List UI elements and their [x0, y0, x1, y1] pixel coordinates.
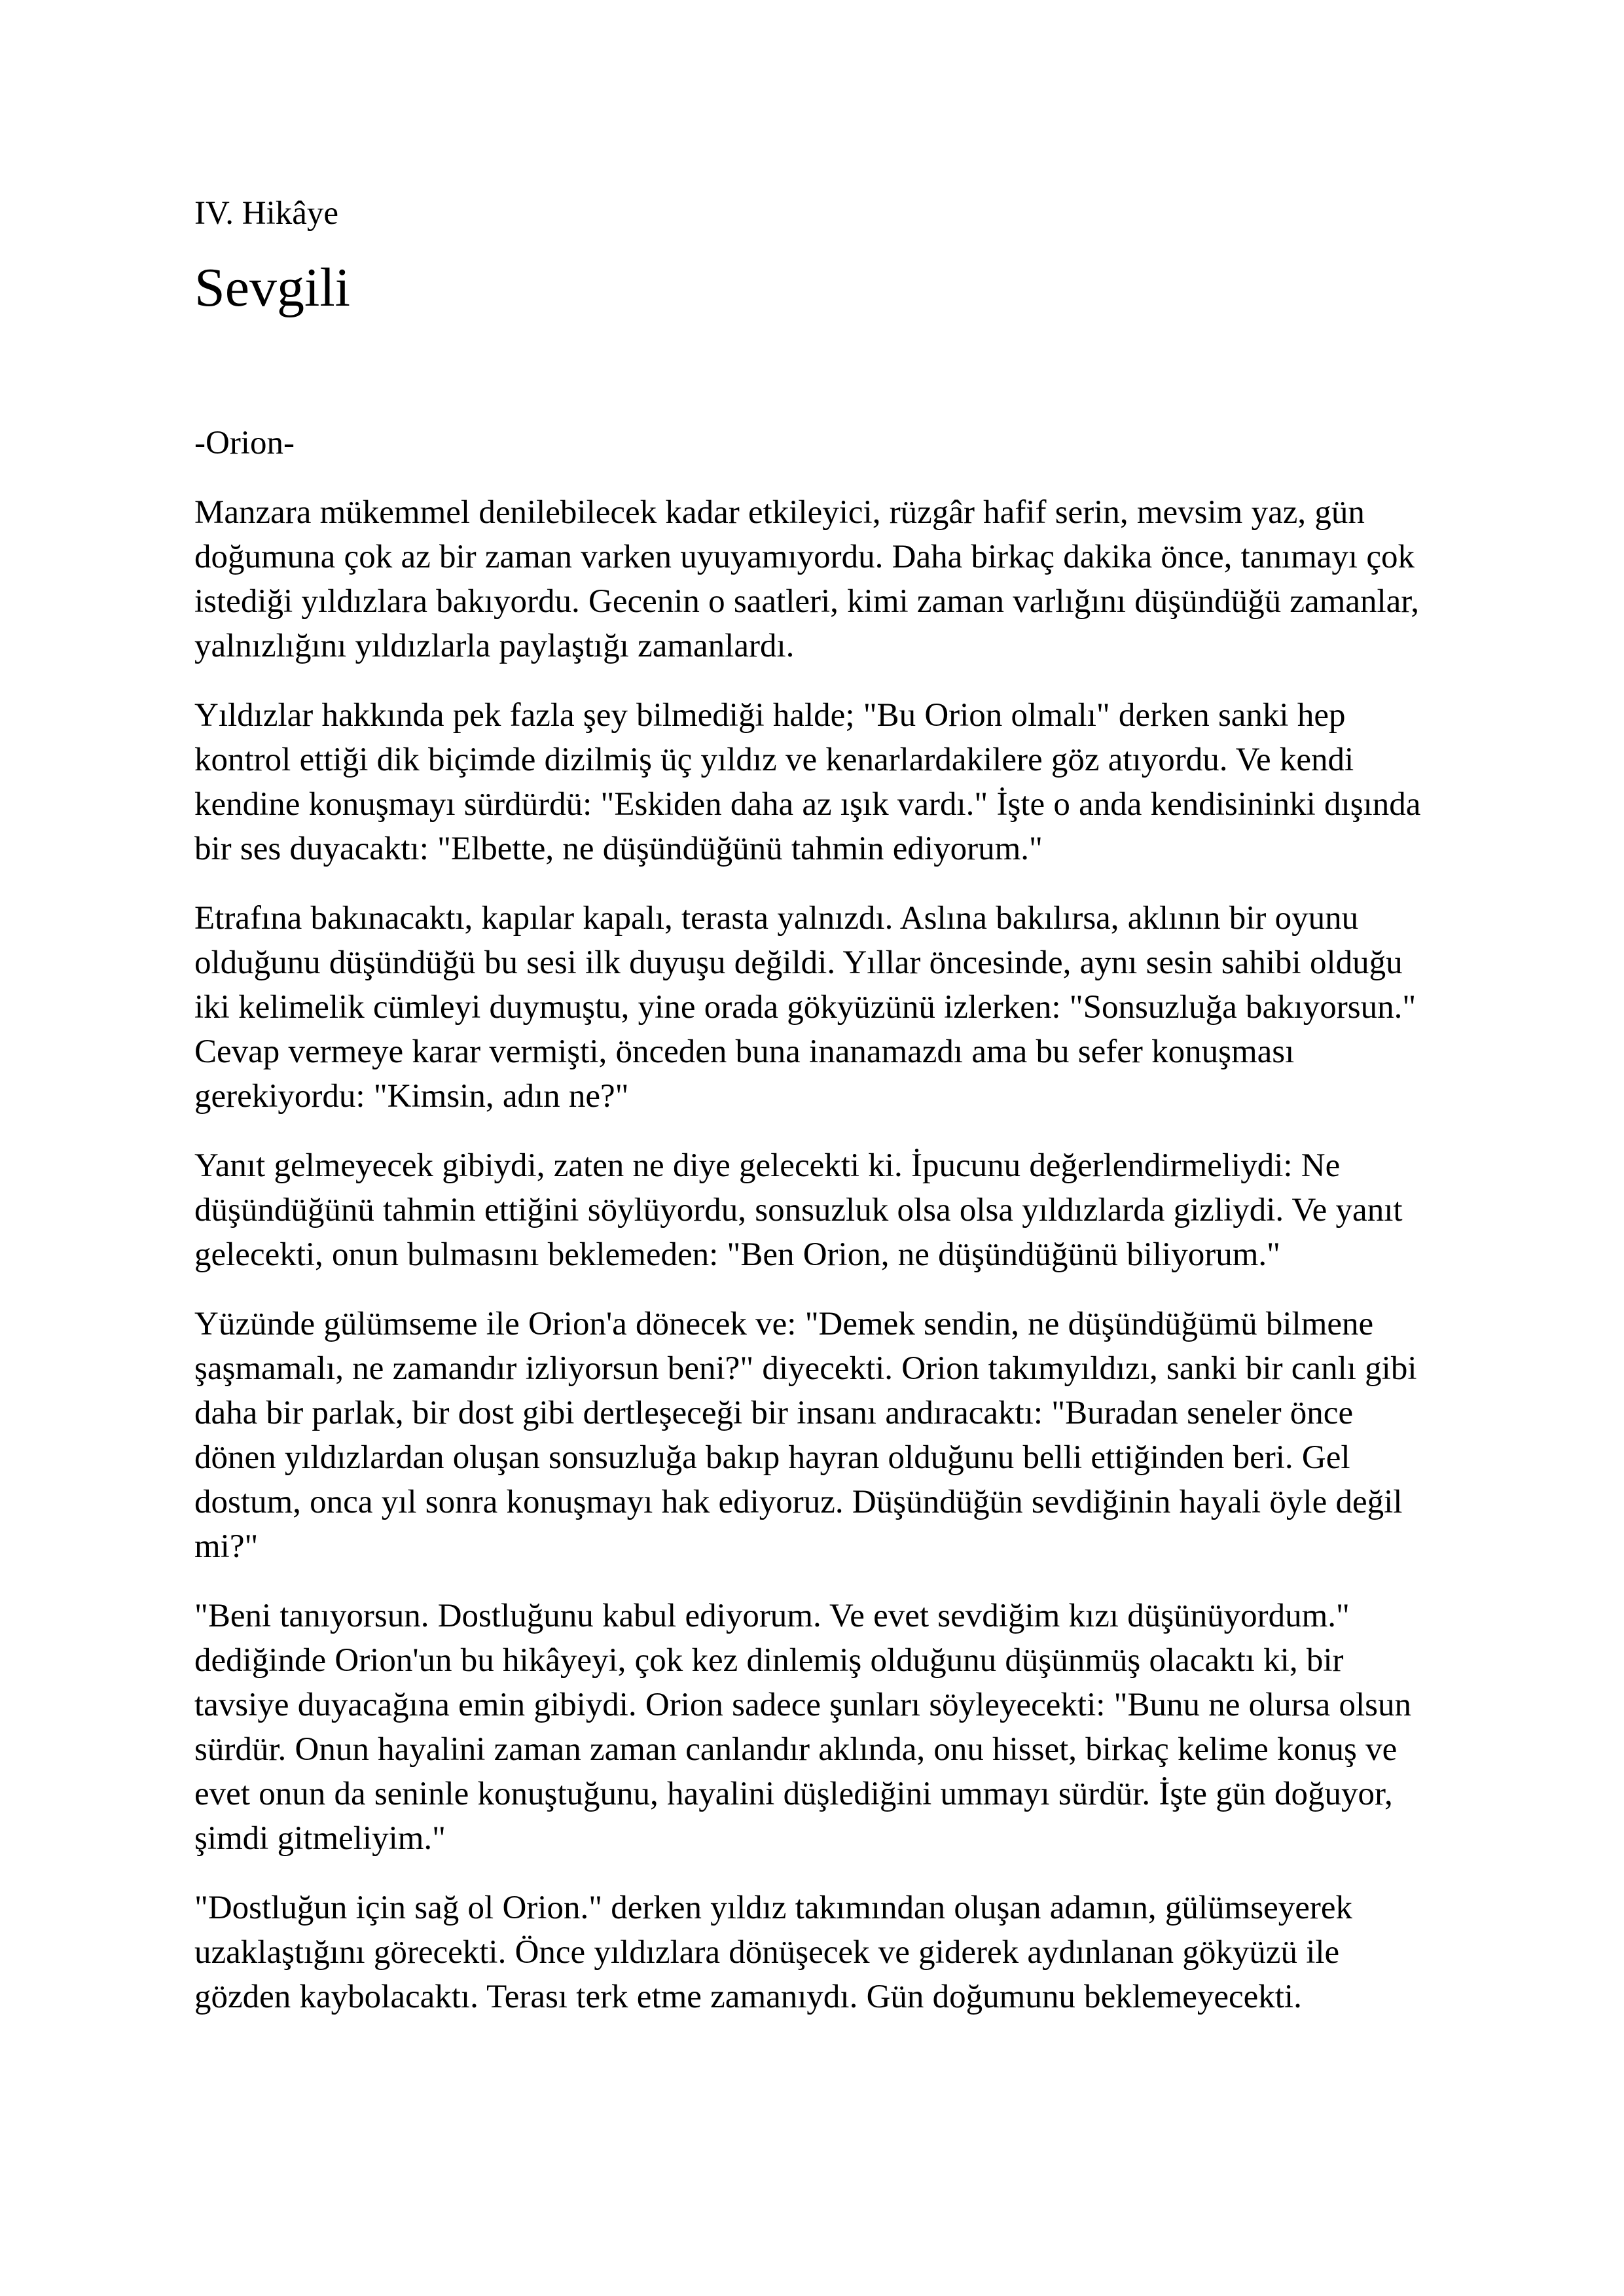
story-paragraph-5: Yüzünde gülümseme ile Orion'a dönecek ve: "Demek sendin, ne düşündüğümü bilmene şaşmamalı, ne zamandır izliyorsun beni?" diyecekti. Orion takımyıldızı, sanki bir canlı gibi daha bir parlak, bir dost gibi dertleşeceği bir insanı andıracaktı: "Buradan seneler önce dönen yıldızlardan oluşan sonsuzluğa bakıp hayran olduğunu belli ettiğinden beri. Gel dostum, onca yıl sonra konuşmayı hak ediyoruz. Düşündüğün sevdiğinin hayali öyle değil mi?" — [194, 1306, 1417, 1565]
document-content — [194, 191, 1432, 2019]
section-label: IV. Hikâye — [194, 195, 339, 232]
story-paragraph-7: "Dostluğun için sağ ol Orion." derken yıldız takımından oluşan adamın, gülümseyerek uzaklaştığını görecekti. Önce yıldızlara dönüşecek ve giderek aydınlanan gökyüzü ile gözden kaybolacaktı. Terası terk etme zamanıydı. Gün doğumunu beklemeyecekti. — [194, 1890, 1352, 2015]
story-paragraph-6: "Beni tanıyorsun. Dostluğunu kabul ediyorum. Ve evet sevdiğim kızı düşünüyordum." dediğinde Orion'un bu hikâyeyi, çok kez dinlemiş olduğunu düşünmüş olacaktı ki, bir tavsiye duyacağına emin gibiydi. Orion sadece şunları söyleyecekti: "Bunu ne olursa olsun sürdür. Onun hayalini zaman zaman canlandır aklında, onu hisset, birkaç kelime konuş ve evet onun da seninle konuştuğunu, hayalini düşlediğini ummayı sürdür. İşte gün doğuyor, şimdi gitmeliyim." — [194, 1598, 1412, 1857]
byline: -Orion- — [194, 425, 295, 461]
story-paragraph-1: Manzara mükemmel denilebilecek kadar etkileyici, rüzgâr hafif serin, mevsim yaz, gün doğumuna çok az bir zaman varken uyuyamıyordu. Daha birkaç dakika önce, tanımayı çok istediği yıldızlara bakıyordu. Gecenin o saatleri, kimi zaman varlığını düşündüğü zamanlar, yalnızlığını yıldızlarla paylaştığı zamanlardı. — [194, 494, 1419, 664]
story-paragraph-2: Yıldızlar hakkında pek fazla şey bilmediği halde; "Bu Orion olmalı" derken sanki hep kontrol ettiği dik biçimde dizilmiş üç yıldız ve kenarlardakilere göz atıyordu. Ve kendi kendine konuşmayı sürdürdü: "Eskiden daha az ışık vardı." İşte o anda kendisininki dışında bir ses duyacaktı: "Elbette, ne düşündüğünü tahmin ediyorum." — [194, 697, 1421, 867]
story-paragraph-3: Etrafına bakınacaktı, kapılar kapalı, terasta yalnızdı. Aslına bakılırsa, aklının bir oyunu olduğunu düşündüğü bu sesi ilk duyuşu değildi. Yıllar öncesinde, aynı sesin sahibi olduğu iki kelimelik cümleyi duymuştu, yine orada gökyüzünü izlerken: "Sonsuzluğa bakıyorsun." Cevap vermeye karar vermişti, önceden buna inanamazdı ama bu sefer konuşması gerekiyordu: "Kimsin, adın ne?" — [194, 900, 1416, 1115]
document-title: Sevgili — [194, 257, 351, 318]
story-paragraph-4: Yanıt gelmeyecek gibiydi, zaten ne diye gelecekti ki. İpucunu değerlendirmeliydi: Ne düşündüğünü tahmin ettiğini söylüyordu, sonsuzluk olsa olsa yıldızlarda gizliydi. Ve yanıt gelecekti, onun bulmasını beklemeden: "Ben Orion, ne düşündüğünü biliyorum." — [194, 1147, 1403, 1273]
